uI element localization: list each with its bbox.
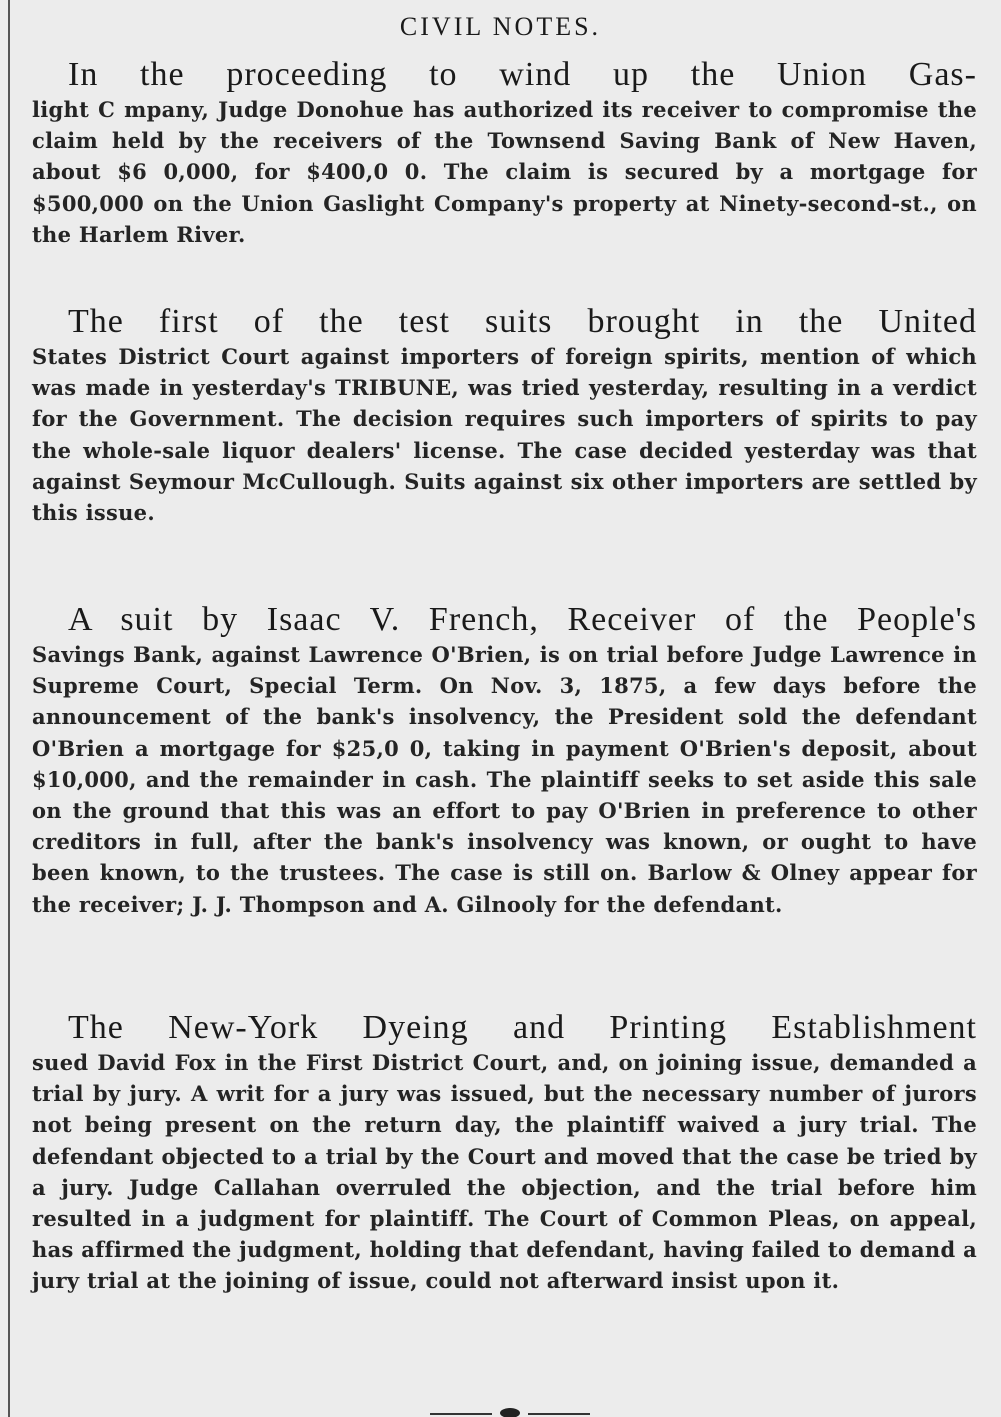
article-dyeing-establishment xyxy=(32,1009,977,1297)
article-lead: The New-York Dyeing and Printing Establishment xyxy=(68,1009,977,1046)
article-lead: A suit by Isaac V. French, Receiver of the People's xyxy=(68,601,977,638)
article-body: Savings Bank, against Lawrence O'Brien, is on trial before Judge Lawrence in Supreme Court, Special Term. On Nov. 3, 1875, a few days before the announcement of the bank's insolvency, the President sold the defendant O'Brien a mortgage for $25,0 0, taking in payment O'Brien's deposit, about $10,000, and the remainder in cash. The plaintiff seeks to set aside this sale on the ground that this was an effort to pay O'Brien in preference to other creditors in full, after the bank's insolvency was known, or ought to have been known, to the trustees. The case is still on. Barlow & Olney appear for the receiver; J. J. Thompson and A. Gilnooly for the defendant. xyxy=(32,642,977,917)
article-peoples-savings-bank xyxy=(32,601,977,920)
article-spirits-suits xyxy=(32,303,977,528)
column-rule xyxy=(8,0,10,1417)
article-body: sued David Fox in the First District Court, and, on joining issue, demanded a trial by jury. A writ for a jury was issued, but the necessary number of jurors not being present on the return day, the plaintiff waived a jury trial. The defendant objected to a trial by the Court and moved that the case be tried by a jury. Judge Callahan overruled the objection, and the trial before him resulted in a judgment for plaintiff. The Court of Common Pleas, on appeal, has affirmed the judgment, holding that defendant, having failed to demand a jury trial at the joining of issue, could not afterward insist upon it. xyxy=(32,1050,977,1294)
ornament-rule xyxy=(430,1405,590,1417)
section-heading: CIVIL NOTES. xyxy=(399,12,602,41)
article-union-gaslight xyxy=(32,56,977,250)
article-lead: In the proceeding to wind up the Union Gas- xyxy=(68,56,977,93)
article-body: States District Court against importers of foreign spirits, mention of which was made in yesterday's TRIBUNE, was tried yesterday, resulting in a verdict for the Government. The decision requires such importers of spirits to pay the whole-sale liquor dealers' license. The case decided yesterday was that against Seymour McCullough. Suits against six other importers are settled by this issue. xyxy=(32,344,977,526)
article-body: light C mpany, Judge Donohue has authorized its receiver to compromise the claim held by the receivers of the Townsend Saving Bank of New Haven, about $6 0,000, for $400,0 0. The claim is secured by a mortgage for $500,000 on the Union Gaslight Company's property at Ninety-second-st., on the Harlem River. xyxy=(32,97,977,247)
article-lead: The first of the test suits brought in the United xyxy=(68,303,977,340)
